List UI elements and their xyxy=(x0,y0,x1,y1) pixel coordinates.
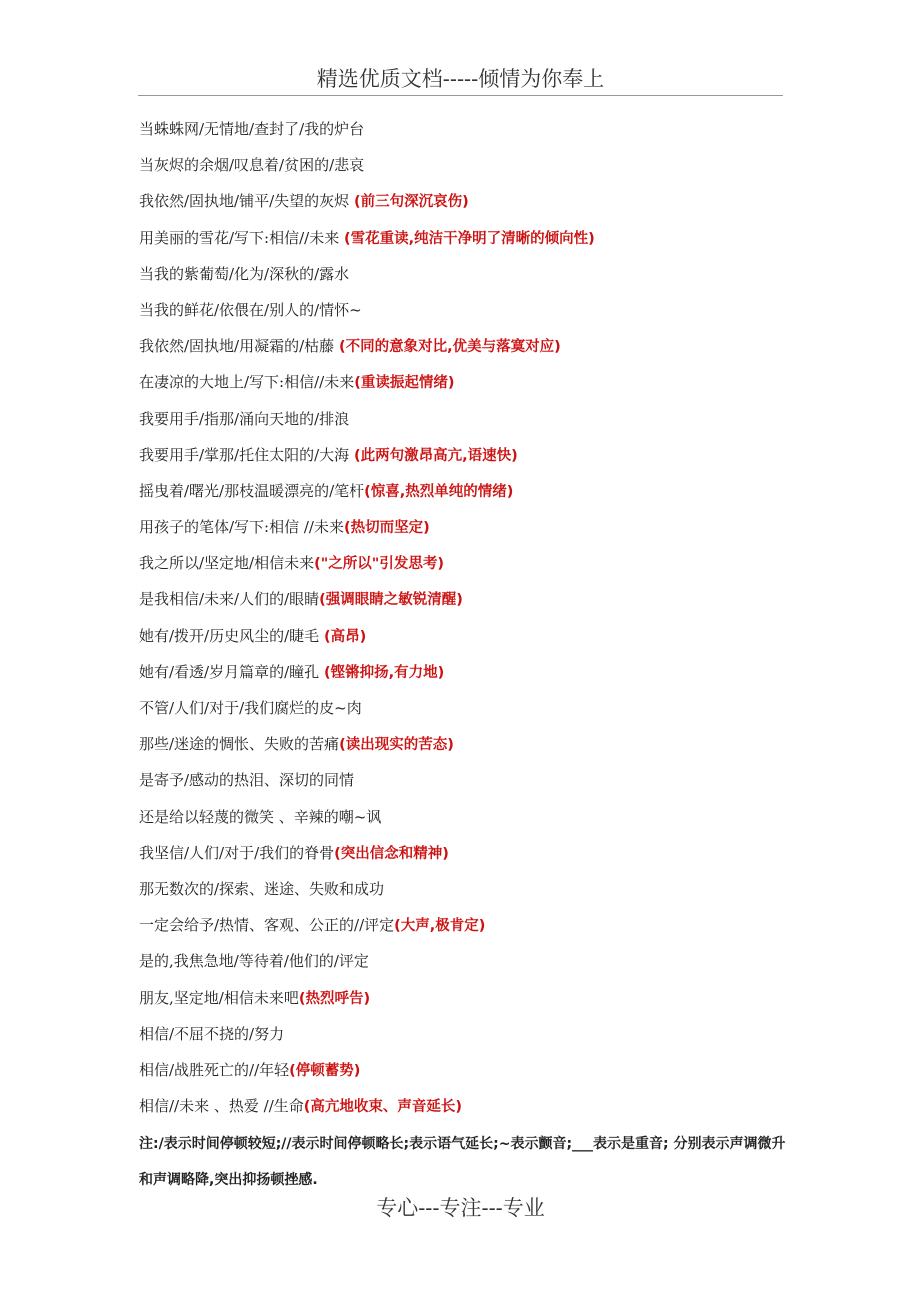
poem-line xyxy=(139,695,799,731)
line-note: (热烈呼告) xyxy=(298,990,371,1007)
line-text: 她有/拨开/历史风尘的/睫毛 xyxy=(139,626,324,645)
poem-line xyxy=(139,442,799,478)
line-text: 我坚信/人们/对于/我们的脊骨 xyxy=(139,843,335,862)
line-note: (强调眼睛之敏锐清醒) xyxy=(319,592,463,609)
line-note: (停顿蓄势) xyxy=(289,1062,361,1079)
poem-line xyxy=(139,188,799,224)
poem-line xyxy=(139,1021,799,1057)
poem-line xyxy=(139,369,799,405)
poem-line xyxy=(139,333,799,369)
line-note: (惊喜,热烈单纯的情绪) xyxy=(364,483,514,500)
line-note: (铿锵抑扬,有力地) xyxy=(323,664,445,681)
line-text: 那无数次的/探索、迷途、失败和成功 xyxy=(139,879,385,898)
line-text: 当蛛蛛网/无情地/查封了/我的炉台 xyxy=(139,120,365,138)
line-note: (重读振起情绪) xyxy=(354,375,455,392)
line-text: 我要用手/指那/涌向天地的/排浪 xyxy=(139,409,350,428)
poem-line xyxy=(139,840,799,876)
poem-line xyxy=(139,261,799,297)
poem-line xyxy=(139,406,799,442)
line-text: 那些/迷途的惆怅、失败的苦痛 xyxy=(139,735,340,754)
line-text: 一定会给予/热情、客观、公正的//评定 xyxy=(139,916,395,935)
line-text: 相信/战胜死亡的//年轻 xyxy=(139,1060,290,1079)
line-text: 摇曳着/曙光/那枝温暖漂亮的/笔杆 xyxy=(139,481,365,500)
poem-lines xyxy=(139,116,799,1129)
poem-line xyxy=(139,659,799,695)
line-text: 用孩子的笔体/写下:相信 //未来 xyxy=(139,518,344,537)
line-text: 不管/人们/对于/我们腐烂的皮~肉 xyxy=(139,699,362,717)
line-text: 我依然/固执地/铺平/失望的灰烬 xyxy=(139,192,354,211)
poem-line xyxy=(139,912,799,948)
line-text: 还是给以轻蔑的微笑 、辛辣的嘲~讽 xyxy=(139,807,382,826)
poem-line xyxy=(139,152,799,188)
line-text: 我要用手/掌那/托住太阳的/大海 xyxy=(139,445,354,464)
line-text: 我之所以/坚定地/相信未来 xyxy=(139,554,315,573)
line-note: ("之所以"引发思考) xyxy=(314,556,444,573)
page-footer: 专心---专注---专业 xyxy=(376,1196,545,1220)
poem-line xyxy=(139,478,799,514)
header-divider xyxy=(138,95,783,96)
line-note: (此两句激昂高亢,语速快) xyxy=(353,447,518,464)
poem-line xyxy=(139,804,799,840)
poem-line xyxy=(139,514,799,550)
page-header: 精选优质文档-----倾情为你奉上 xyxy=(316,67,605,91)
poem-line xyxy=(139,876,799,912)
poem-line xyxy=(139,985,799,1021)
poem-line xyxy=(139,767,799,803)
line-note: (雪花重读,纯洁干净明了清晰的倾向性) xyxy=(343,230,595,247)
line-text: 是我相信/未来/人们的/眼睛 xyxy=(139,590,320,609)
line-note: (高昂) xyxy=(323,628,367,645)
poem-line xyxy=(139,586,799,622)
line-text: 我依然/固执地/用凝霜的/枯藤 xyxy=(139,337,339,356)
poem-line xyxy=(139,550,799,586)
line-text: 当我的鲜花/依偎在/别人的/情怀~ xyxy=(139,300,362,319)
poem-line xyxy=(139,297,799,333)
line-text: 在凄凉的大地上/写下:相信//未来 xyxy=(139,373,355,392)
line-note: (大声,极肯定) xyxy=(394,918,486,935)
poem-line xyxy=(139,1093,799,1129)
line-text: 相信//未来 、热爱 //生命 xyxy=(139,1097,304,1116)
poem-line xyxy=(139,225,799,261)
line-text: 用美丽的雪花/写下:相信//未来 xyxy=(139,228,344,247)
poem-line xyxy=(139,731,799,767)
notation-legend: 注:/表示时间停顿较短;//表示时间停顿略长;表示语气延长;~表示颤音;___表示是重音; 分别表示声调微升和声调略降,突出抑扬顿挫感. xyxy=(139,1136,786,1188)
line-note: (高亢地收束、声音延长) xyxy=(303,1099,463,1116)
line-text: 是寄予/感动的热泪、深切的同情 xyxy=(139,771,355,790)
line-text: 朋友,坚定地/相信未来吧 xyxy=(139,988,299,1007)
line-text: 是的,我焦急地/等待着/他们的/评定 xyxy=(139,952,369,971)
line-note: (读出现实的苦态) xyxy=(339,737,454,754)
line-text: 相信/不屈不挠的/努力 xyxy=(139,1024,285,1043)
poem-line xyxy=(139,116,799,152)
line-note: (热切而坚定) xyxy=(343,520,430,537)
poem-line xyxy=(139,948,799,984)
line-text: 她有/看透/岁月篇章的/瞳孔 xyxy=(139,662,324,681)
line-text: 当我的紫葡萄/化为/深秋的/露水 xyxy=(139,264,350,283)
line-text: 当灰烬的余烟/叹息着/贫困的/悲哀 xyxy=(139,156,365,175)
line-note: (突出信念和精神) xyxy=(334,845,449,862)
line-note: (不同的意象对比,优美与落寞对应) xyxy=(338,339,561,356)
line-note: (前三句深沉哀伤) xyxy=(353,194,469,211)
poem-line xyxy=(139,623,799,659)
poem-line xyxy=(139,1057,799,1093)
